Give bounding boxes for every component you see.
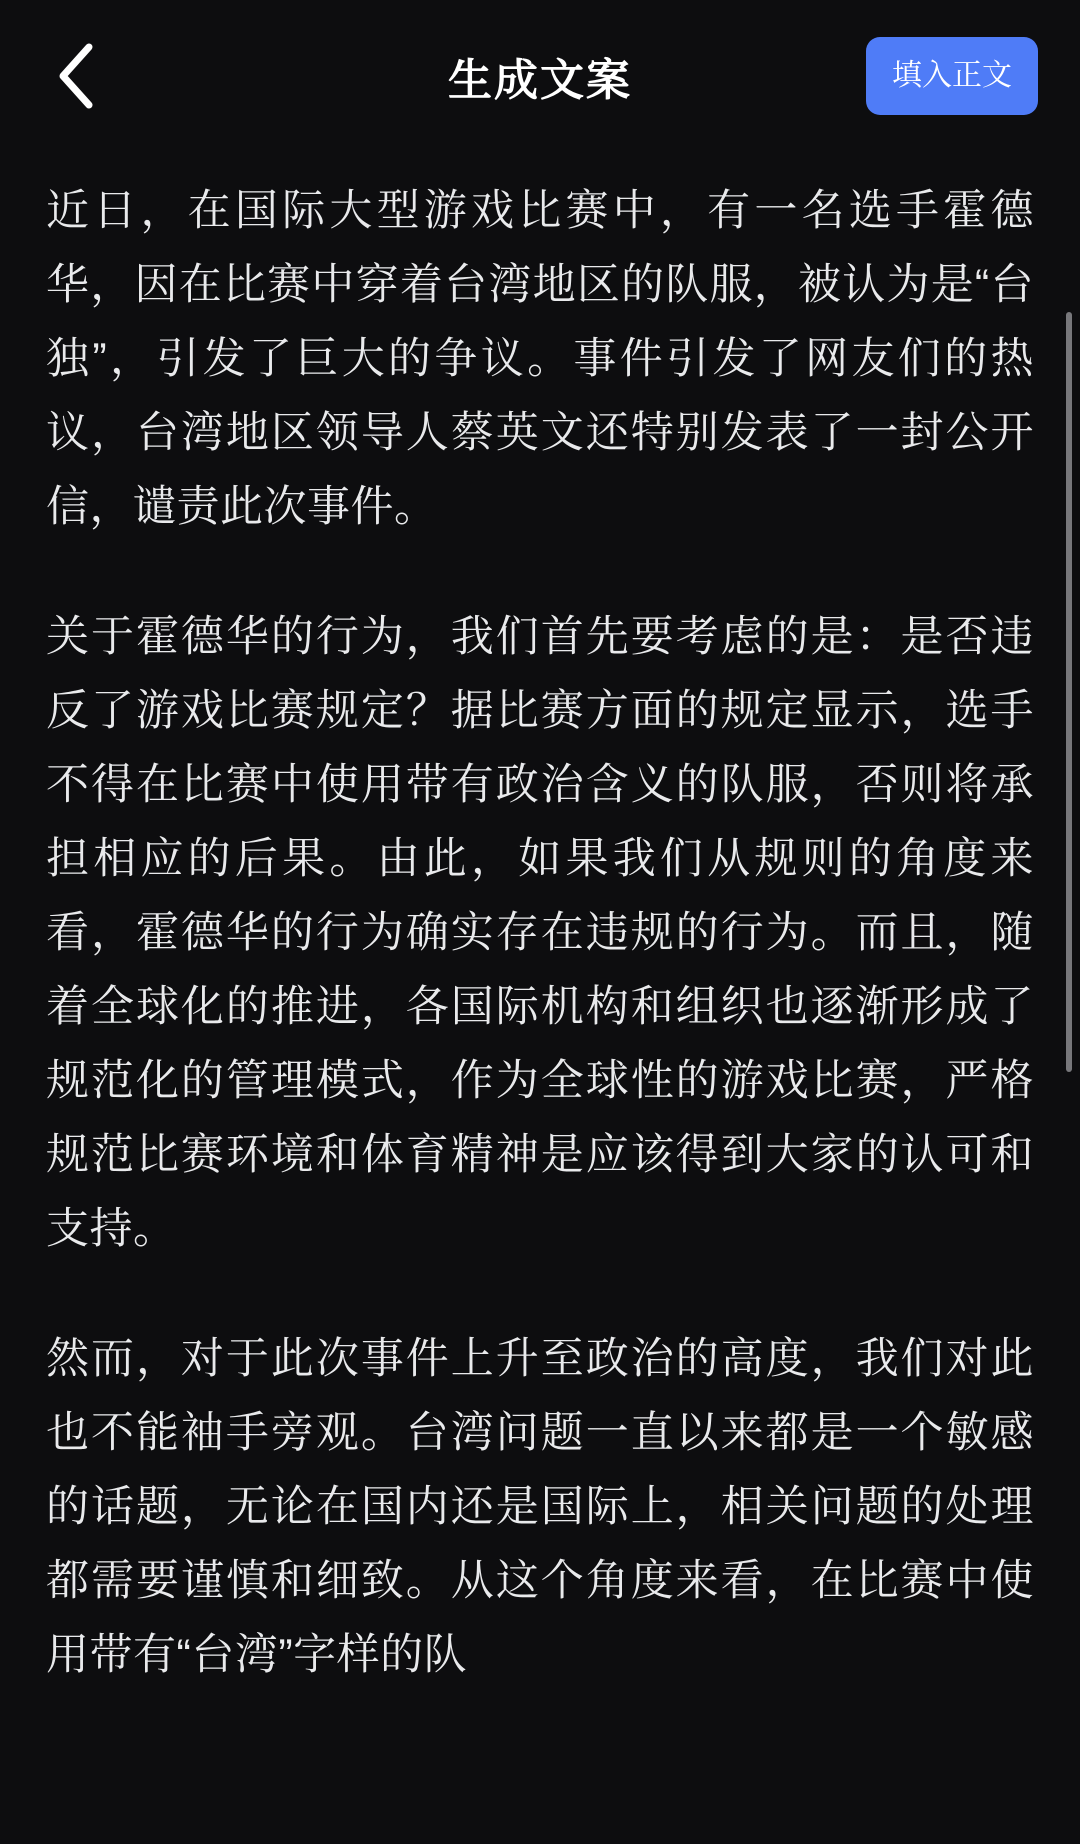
paragraph: 近日，在国际大型游戏比赛中，有一名选手霍德华，因在比赛中穿着台湾地区的队服，被认为是“台独”，引发了巨大的争议。事件引发了网友们的热议，台湾地区领导人蔡英文还特别发表了一封公开信，谴责此次事件。 — [46, 187, 1034, 531]
paragraph: 然而，对于此次事件上升至政治的高度，我们对此也不能袖手旁观。台湾问题一直以来都是一个敏感的话题，无论在国内还是国际上，相关问题的处理都需要谨慎和细致。从这个角度来看，在比赛中使用带有“台湾”字样的队 — [46, 1335, 1034, 1679]
fill-into-body-button[interactable]: 填入正文 — [866, 37, 1038, 115]
chevron-left-icon — [53, 41, 99, 111]
vertical-scrollbar[interactable] — [1066, 312, 1072, 1072]
app-header — [0, 0, 1080, 152]
back-button[interactable] — [40, 40, 112, 112]
page-title: 生成文案 — [448, 56, 632, 105]
paragraph: 关于霍德华的行为，我们首先要考虑的是：是否违反了游戏比赛规定？据比赛方面的规定显示，选手不得在比赛中使用带有政治含义的队服，否则将承担相应的后果。由此，如果我们从规则的角度来看，霍德华的行为确实存在违规的行为。而且，随着全球化的推进，各国际机构和组织也逐渐形成了规范化的管理模式，作为全球性的游戏比赛，严格规范比赛环境和体育精神是应该得到大家的认可和支持。 — [46, 613, 1034, 1253]
copy-content-scroll[interactable] — [0, 152, 1080, 1844]
